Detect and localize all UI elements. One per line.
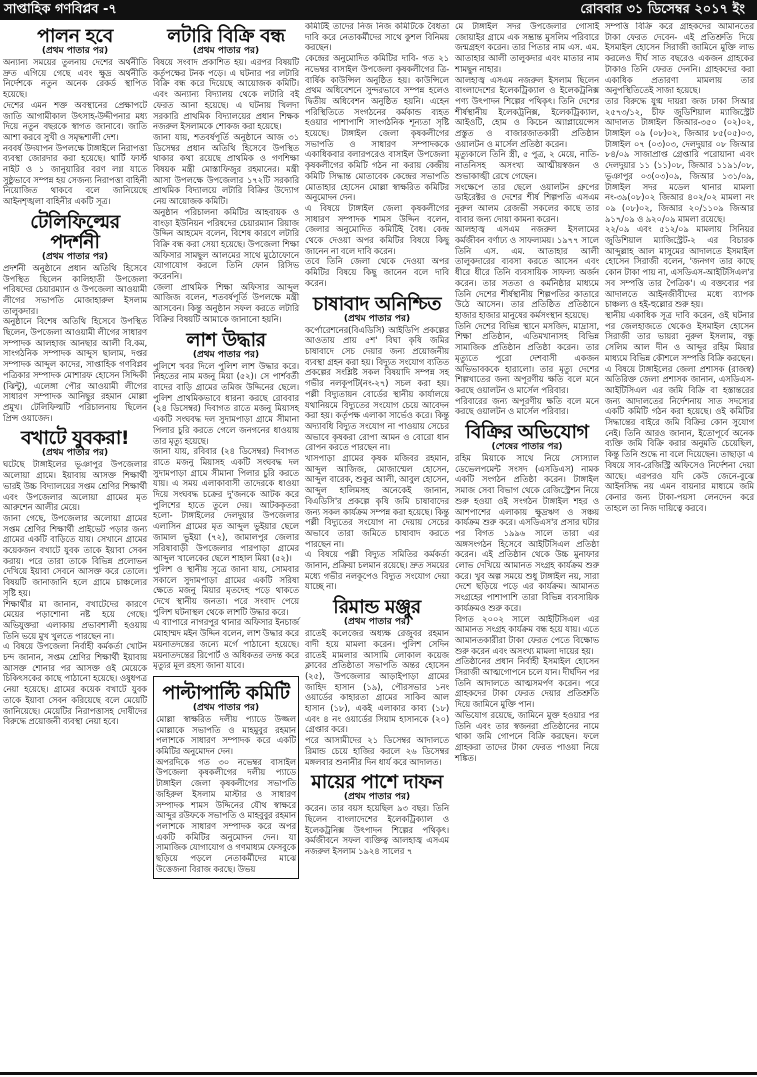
paragraph: করেন। তার বয়স হয়েছিল ৯৩ বছর। তিনি ছিলেন বাংলাদেশের ইলেকট্রিক্যাল ও ইলেকট্রনিক্স উৎপাদন শিল্পের পথিকৃৎ। কর্মজীবনে সফল ব্যক্তিত্ব আলহাজ্ব এসএম নজরুল ইসলাম ১৯২৪ সালের ৭: [305, 804, 449, 858]
column-5: [602, 22, 757, 1070]
paragraph: জানা যায়, শতবর্ষপূর্তি অনুষ্ঠানে আজ ৩১ ডিসেম্বর প্রধান অতিথি হিসেবে উপস্থিত থাকার কথা রয়েছে প্রাথমিক ও গণশিক্ষা বিষয়ক মন্ত্রী মোস্তাফিজুর রহমানের। মন্ত্রী আসা উপলক্ষে উপজেলার ১৭২টি সরকারি প্রাথমিক বিদ্যালয়ে লটারি বিক্রির উদ্যোগ নেয় আয়োজক কমিটি।: [153, 132, 299, 208]
paragraph: অনুষ্ঠানে বিশেষ অতিথি হিসেবে উপস্থিত ছিলেন, উপজেলা আওয়ামী লীগের সাধারণ সম্পাদক আলহাজ আনছার আলী বি.কম, সাংগঠনিক সম্পাদক আব্দুস ছালাম, দপ্তর সম্পাদক আব্দুল কাদের, সাপ্তাহিক গণবিপ্লব পত্রিকার সম্পাদক মোশারফ হোসেন সিদ্দিকী (ঝিন্টু), এলেঙ্গা পৌর আওয়ামী লীগের সাধারণ সম্পাদক আনিছুর রহমান মোল্লা প্রমুখ। টেলিফিল্মটি পরিচালনায় ছিলেন প্রিন্স ওয়াজেদ।: [3, 317, 147, 424]
headline: চাষাবাদ অনিশ্চিত: [313, 292, 441, 315]
paragraph: বিষয়ে সংবাদ প্রকাশিত হয়। এরপর বিষয়টি কর্তৃপক্ষের টনক পড়ে। এ ঘটনার পর লটারি বিক্রি বন্ধ করে দিয়েছে আয়োজক কমিটি। এবং অন্যান্য বিদ্যালয় থেকে লটারি বই ফেরত আনা হয়েছে। এ ঘটনায় খিলদা সরকারি প্রাথমিক বিদ্যালয়ের প্রধান শিক্ষক নজরুল ইসলামকে শোকজ করা হয়েছে।: [153, 58, 299, 133]
paragraph: রাতেই কলেজের অধ্যক্ষ রেজুবর রহমান বাদী হয়ে মামলা করেন। পুলিশ সেদিন রাতেই মামলার আসামি লোকাল কয়েজ ক্লাবের প্রতিষ্ঠাতা সভাপতি অন্তর হোসেন (২৫), উপজেলার আড়াইপাড়া গ্রামের জাহিদ হাসান (১৯), পৌরসভার ১নং ওয়ার্ডের কাহারতা গ্রামের সাকিব আল হাসান (১৮), একই এলাকার কাব্য (১৮) এবং ৪ নং ওয়ার্ডের সিয়াম হাসানকে (২০) গ্রেপ্তার করে।: [305, 629, 449, 736]
paragraph: আলহাজ্ব এসএম নজরুল ইসলাম ছিলেন বাংলাদেশের ইলেকট্রিক্যাল ও ইলেকট্রনিক্স পণ্য উৎপাদন শিল্পের পথিকৃৎ। তিনি দেশের শীর্ষস্থানীয় ইলেকট্রনিক্স, ইলেকট্রিক্যাল, আইওটি, হোম ও কিচেন অ্যাপ্লায়েন্সেস প্রস্তুত ও বাজারজাতকারী প্রতিষ্ঠান ওয়ালটন ও মার্সেল প্রতিষ্ঠা করেন।: [455, 75, 599, 150]
paragraph: সম্পত্তি বিক্রি করে গ্রাহকদের আমানতের টাকা ফেরত দেবেন- এই প্রতিশ্রুতি দিয়ে ইসমাইল হোসেন সিরাজী জামিনে মুক্তি লাভ করলেও দীর্ঘ সাত বছরেও একজন গ্রাহকের টাকাও তিনি ফেরত দেননি। গ্রাহকদের করা একাধিক প্রতারণা মামলায় তার অনুপস্থিতিতেই সাজা হয়েছে।: [605, 22, 754, 97]
paragraph: তিনি দেশের বিভিন্ন স্থানে মসজিদ, মাদ্রাসা, শিক্ষা প্রতিষ্ঠান, এতিমখানাসহ বিভিন্ন সামাজিক প্রতিষ্ঠান প্রতিষ্ঠা করেন। তার মৃত্যুতে পুরো দেশবাসী একজন অভিভাবককে হারালো। তার মৃত্যু দেশের শিল্পখাতের জন্য অপূরণীয় ক্ষতি বলে মনে করছে ওয়ালটন ও মার্সেল পরিবার।: [455, 321, 599, 396]
article-bikri: [455, 422, 599, 764]
continued-label: (প্রথম পাতার পর): [343, 617, 411, 628]
headline: মায়ের পাশে দাফন: [311, 771, 443, 794]
paragraph: অনুষ্ঠান পরিচালনা কমিটির আহবায়ক ও বাংড়া ইউনিয়ন পরিষদের চেয়ারম্যান রিয়াজ উদ্দিন আহমেদ বলেন, বিশেষ কারণে লটারি বিক্রি বন্ধ করা সেয়া হয়েছে। উপজেলা শিক্ষা অফিসার সামছুল আলমের সাথে মুঠোফোনে যোগাযোগ করলে তিনি ফোন রিসিভ করেননি।: [153, 207, 299, 283]
paragraph: রহিম মিয়াকে সাথে নিয়ে সোস্যাল ডেভেলপমেন্ট সংসদ (এসডিএস) নামক একটি সংগঠন প্রতিষ্ঠা করেন। টাঙ্গাইল সমাজ সেবা বিভাগ থেকে রেজিস্ট্রেশন নিয়ে শুরু হওয়া ওই সংগঠন টাঙ্গাইল শহর ও আশপাশের এলাকায় ক্ষুদ্রঋণ ও সঞ্চয় কার্যক্রম শুরু করে। এসডিএস'র প্রসার ঘটার পর বিগত ১৯৯৬ সালে তারা এর অঙ্গসংগঠন হিসেবে আইটিসিএল প্রতিষ্ঠা করেন। এই প্রতিষ্ঠান থেকে উচ্চ মুনাফার লোভ দেখিয়ে আমানত সংগ্রহ কার্যক্রম শুরু করে। খুব অল্প সময়ে শুধু টাঙ্গাইল নয়, সারা দেশে ছড়িয়ে পড়ে এর কার্যক্রম। আমানত সংগ্রহের পাশাপাশি তারা বিভিন্ন ব্যবসায়িক কার্যক্রমও শুরু করে।: [455, 454, 599, 614]
headline: লাশ উদ্ধার: [186, 328, 266, 351]
paragraph: আলহাজ্ব এসএম নজরুল ইসলামের কর্মজীবন বর্ণাঢ্য ও সাফল্যময়। ১৯৭৭ সালে তিনি এস. এম. আতাহার আলী তালুকদারের ব্যবসা করতে আসেন এবং ধীরে ধীরে তিনি ব্যবসায়িক সাফল্য অর্জন করেন। তার সততা ও কর্মনিষ্ঠার মাধ্যমে তিনি দেশের শীর্ষস্থানীয় শিল্পপতির কাতারে উঠে আসেন। তার প্রতিষ্ঠিত প্রতিষ্ঠানে হাজার হাজার মানুষের কর্মসংস্থান হয়েছে।: [455, 225, 599, 321]
continued-label: (প্রথম পাতার পর): [41, 46, 109, 56]
headline: পাল্টাপাল্টি কমিটি: [162, 681, 290, 704]
column-4: [452, 22, 602, 1070]
headline: লটারি বিক্রি বন্ধ: [167, 25, 285, 47]
paragraph: নববর্ষ উদযাপন উপলক্ষে টাঙ্গাইলে নিরাপত্তা ব্যবস্থা জোরদার করা হয়েছে। থার্টি ফার্স্ট নাইট ও ১ জানুয়ারির বরণ লগ্ন যাতে সুষ্ঠুভাবে সম্পন্ন হয় সেজন্য নিরাপত্তা বাহিনী নিয়োজিত থাকবে বলে জানিয়েছে আইনশৃঙ্খলা বাহিনীর একটি সূত্র।: [3, 143, 147, 208]
continued-label: (শেষের পাতার পর): [491, 442, 563, 453]
headline: বখাটে যুবকরা!: [20, 427, 130, 450]
article-palon: [3, 26, 147, 208]
paragraph: অন্যান্য সময়ের তুলনায় দেশের অর্থনীতি দ্রুত এগিয়ে গেছে এবং ক্ষুদ্র অর্থনীতি নির্দেশকে নতুন অনেক রেকর্ড স্থাপিত হয়েছে।: [3, 58, 147, 101]
continued-label: (প্রথম পাতার পর): [192, 46, 260, 56]
paragraph: এ বিষয়ে উপজেলা নির্বাহী কর্মকর্তা খোটন চন্দ জানান, সপ্তম শ্রেণির শিক্ষার্থী ইয়াবায় আসক্ত শোনার পর আসক্ত ওই মেয়েকে চিকিৎসকের কাছে পাঠানো হয়েছে। ওষুধপত্র নেয়া হয়েছে। গ্রামের কয়েক বখাটে যুবক তাকে ইয়াবা সেবন করিয়েছে বলে মেয়েটি জানিয়েছে। মেয়েটির নিরাপত্তাসহ দোষীদের বিরুদ্ধে প্রয়োজনী ব্যবস্থা নেয়া হবে।: [3, 642, 147, 728]
paragraph: অপরদিকে গত ৩০ নভেম্বর বাসাইল উপজেলা কৃষকলীগের দলীয় প্যাডে টাঙ্গাইল জেলা কৃষকলীগের সভাপতি জহিরুল ইসলাম মাস্টার ও সাধারণ সম্পাদক শামস উদ্দিনের যৌথ স্বাক্ষরে আব্দুর রউফকে সভাপতি ও মাহবুবুর রহমান পলাশকে সাধারণ সম্পাদক করে অপর একটি কমিটির অনুমোদন দেন। যা সামাজিক যোগাযোগ ও গণমাধ্যম ফেসবুকে ছড়িয়ে পড়লে নেতাকর্মীদের মাঝে উত্তেজনা বিরাজ করছে। উভয়: [156, 757, 296, 875]
paragraph: মে টাঙ্গাইল সদর উপজেলার গোসাই জোয়াইর গ্রামে এক সম্ভ্রান্ত মুসলিম পরিবারে জন্মগ্রহণ করেন। তার পিতার নাম এস. এম. আতাহার আলী তালুকদার এবং মাতার নাম শামছুন নাহার।: [455, 22, 599, 75]
issue-date: রোববার ৩১ ডিসেম্বর ২০১৭ ইং: [580, 1, 745, 17]
paragraph: প্রতিষ্ঠানের প্রধান নির্বাহী ইসমাইল হোসেন সিরাজী আত্মগোপনে চলে যান। দীর্ঘদিন পর তিনি আদালতে আত্মসমর্পণ করেন। পরে গ্রাহকদের টাকা ফেরত দেয়ার প্রতিশ্রুতি দিয়ে জামিনে মুক্তি পান।: [455, 657, 599, 711]
column-2: [150, 22, 302, 1070]
continued-label: (প্রথম পাতার পর): [343, 313, 411, 324]
article-bokhate: [3, 428, 147, 728]
article-chash: [305, 294, 449, 594]
paragraph: এ বিষয়ে টাঙ্গাইল জেলা কৃষকলীগের সাধারণ সম্পাদক শামস উদ্দিন বলেন, জেলার অনুমোদিত কমিটিই বৈধ। কেন্দ্র থেকে দেওয়া অপর কমিটির বিষয়ে কিছু জানেন না বলে দাবি করেন।: [305, 203, 449, 257]
headline: বিক্রির অভিযোগ: [465, 421, 589, 444]
paragraph: তবে তিনি জেলা থেকে দেওয়া অপর কমিটির বিষয়ে কিছু জানেন বলে দাবি করেন।: [305, 257, 449, 289]
continued-label: (প্রথম পাতার পর): [41, 448, 109, 459]
continued-label: (প্রথম পাতার পর): [192, 349, 260, 360]
article-lottery: [153, 26, 299, 326]
article-bikri-continued: [605, 22, 754, 514]
continued-label: (প্রথম পাতার পর): [192, 702, 260, 713]
paragraph: জেলা প্রাথমিক শিক্ষা অফিসার আব্দুল আজিজ বলেন, শতবর্ষপূর্তি উপলক্ষে মন্ত্রী আসবেন। কিন্তু অনুষ্ঠান সফল করতে লটারি বিক্রির বিষয়টি আমাকে জানানো হয়নি।: [153, 282, 299, 325]
paragraph: অভিযোগ রয়েছে, জামিনে মুক্ত হওয়ার পর তিনি এবং তার স্বজনরা প্রতিষ্ঠানের নামে থাকা জমি গোপনে বিক্রি করছেন। ফলে গ্রাহকরা তাদের টাকা ফেরত পাওয়া নিয়ে শঙ্কিত।: [455, 710, 599, 764]
paragraph: তার বিরুদ্ধে যুগ্ম দায়রা জজ ঢাকা সিআর ২৫৭৩/১২, চীফ জুডিশিয়াল ম্যাজিস্ট্রেট আদালত টাঙ্গাইল জিআর-৩৫০ (০২)০২, টাঙ্গাইল ০৯ (০৮)০২, জিআর ৮৫(০৫)০৩, টাঙ্গাইল ০৭ (০৩)০৩, দেলদুয়ার ০৮ জিআর ৮৪/০৯ সাজাপ্রাপ্ত গ্রেপ্তারি পরোয়ানা এবং দেলদুয়ার ১১ (১১)০৮, জিআর ১১৯১/০৮, ভূঞাপুর ০৩(০৩)০৯, জিআর ১৩১/০৯, টাঙ্গাইল সদর মডেল থানার মামলা নং-৩৯(০৮)০২ জিআর ৪০২/০২ মামলা নং ০৯ (০৮)০২, জিআর ২০/১১০৯ জিআর ৯১৭/০৯ ও ৯২০/০৯ মামলা রয়েছে।: [605, 96, 754, 225]
headline: রিমান্ড মঞ্জুর: [333, 596, 421, 619]
newspaper-name: সাপ্তাহিক গণবিপ্লব -৭: [4, 1, 117, 17]
paragraph: পুলিশে খবর দিলে পুলিশ লাশ উদ্ধার করে। নিহতের নাম মজনু মিয়া (৫২)। সে পার্শবর্তী বাদের বাড়ি গ্রামের তমিজ উদ্দিনের ছেলে। পুলিশ প্রাথমিকভাবে ধারনা করছে রোববার (২৪ ডিসেম্বর) দিবাগত রাতে মজনু মিয়াসহ একটি সংঘবদ্ধ দল সুদামপাড়া গ্রামে সীমানা পিলার চুরি করতে গেলে জনগনের ধাওয়ায় তার মৃত্যু হয়েছে।: [153, 361, 299, 447]
paragraph: কর্পোরেশনের(বিএডিসি) আইডিপি প্রকল্পের আওতায় প্রায় ৫শ' বিঘা কৃষি জমির চাষাবাদে সেচ দেয়ার জন্য প্রয়োজনীয় ব্যবস্থা গ্রহন করা হয়। বিদ্যুত সংযোগ ব্যতিত প্রকল্পের সংশ্লিষ্ট সকল বিষয়াদি সম্পন্ন সহ গভীর নলকূপটি(নং-২৭) সচল করা হয়। পল্লী বিদ্যুতায়ন বোর্ডের স্থানীয় কার্যালয়ে যথানিয়মে বিদ্যুতের সংযোগ চেয়ে আবেদন করা হয়। কর্তৃপক্ষ এলাকা সার্ভেও করে। কিন্তু অদ্যাবধি বিদ্যুত সংযোগ না পাওয়ায় সেচের অভাবে কৃষকরা রোপা আমন ও বোরো ধান রোপন করতে পারছেন না।: [305, 325, 449, 454]
paragraph: পরে আসামীদের ২১ ডিসেম্বর আদালতে রিমান্ড চেয়ে হাজির করলে ২৬ ডিসেম্বর মঙ্গলবার শুনানীর দিন ধার্য করে আদালত।: [305, 736, 449, 768]
paragraph: মৃত্যুকালে তিনি স্ত্রী, ৫ পুত্র, ২ মেয়ে, নাতি-নাতনিসহ অসংখ্য আত্মীয়স্বজন ও শুভাকাঙ্খী রেখে গেছেন।: [455, 150, 599, 182]
page-header: [0, 0, 757, 20]
column-1: [0, 22, 150, 1070]
article-lash: [153, 330, 299, 672]
paragraph: ২২/০৯ এবং ৫১২/০৯ মামলায় সিনিয়র জুডিশিয়াল ম্যাজিস্ট্রেট-২ এর বিচারক আব্দুল্লাহ আল মাসুমের আদালতে ইসমাইল হোসেন সিরাজী বলেন, 'জনগণ তার কাছে কোন টাকা পায় না, এসডিএস-আইটিসিএল'র সব সম্পত্তি তার পৈত্রিক'। এ বক্তব্যের পর আদালতে আইনজীবীদের মধ্যে ব্যাপক চাঞ্চল্য ও হই-হুল্লোর শুরু হয়।: [605, 225, 754, 311]
paragraph: মোল্লা স্বাক্ষরিত দলীয় প্যাডে উজ্জল মোল্লাকে সভাপতি ও মাহমুবুর রহমান পলাশকে সাধারণ সম্পাদক করে একটি কমিটির অনুমোদন দেন।: [156, 714, 296, 758]
paragraph: ঘটেছে টাঙ্গাইলের ভূঞাপুর উপজেলার অলোয়া গ্রামে। ইয়াবায় আসক্ত শিক্ষার্থী ভারই উচ্চ বিদ্যালয়ের সপ্তম শ্রেণির শিক্ষার্থী এবং উপজেলার অলোয়া গ্রামের মৃত আরুশেন আলীর মেয়ে।: [3, 460, 147, 514]
paragraph: প্রদর্শনী অনুষ্ঠানে প্রধান অতিথি হিসেবে উপস্থিত ছিলেন কালিহাতী উপজেলা পরিষদের চেয়ারম্যান ও উপজেলা আওয়ামী লীগের সভাপতি মোজাহারুল ইসলাম তালুকদার।: [3, 263, 147, 317]
paragraph: এ ব্যাপারে নাগরপুর থানার অফিসার ইনচার্জ মোহাম্মদ মইন উদ্দিন বলেন, লাশ উদ্ধার করে ময়নাতদন্তের জন্যে মর্গে পাঠানো হয়েছে। ময়নাতদন্তের রিপোর্ট ও অধিকতর তদন্ত করে মৃত্যুর মূল রহস্য জানা যাবে।: [153, 618, 299, 672]
paragraph: জানা যায়, রবিবার (২৪ ডিসেম্বর) দিবাগত রাতে মজনু মিয়াসহ একটি সংঘবদ্ধ দল সুদামপাড়া গ্রামে সীমানা পিলার চুরি করতে যায়। এ সময় এলাকাবাসী তাদেরকে ধাওয়া দিয়ে সংঘবদ্ধ চক্রের দু'জনকে আটক করে পুলিশের হাতে তুলে দেয়। আটককৃতরা হলো- টাঙ্গাইলের দেলদুয়ার উপজেলার এলাসিন গ্রামের মৃত আব্দুল ভুইয়ার ছেলে জামাল ভুইয়া (৭২), জামালপুর জেলার সরিষাবাড়ী উপজেলার পারপাড়া গ্রামের আব্দুল খালেকের ছেলে শাহাল মিয়া (৫২)।: [153, 447, 299, 565]
paragraph: পরিবারের জন্য অপূরণীয় ক্ষতি বলে মনে করছে ওয়ালটন ও মার্সেল পরিবার।: [455, 396, 599, 418]
article-telefilm: [3, 212, 147, 425]
article-palta: [153, 676, 299, 879]
continued-label: (প্রথম পাতার পর): [41, 251, 109, 262]
paragraph: দেশের এমন শক্ত অবস্থানের প্রেক্ষাপটে জাতি আগামীকাল উৎসাহ-উদ্দীপনার মধ্য দিয়ে নতুন বছরকে স্বাগত জানাবে। জাতি আশা করবে সুখী ও সমৃদ্ধশালী দেশ।: [3, 100, 147, 143]
paragraph: কমিটিই তাদের নিজ নিজ কমিটিকে বৈধতা দাবি করে নেতাকর্মীদের সাথে কুশল বিনিময় করছেন।: [305, 22, 449, 54]
paragraph: স্থানীয় একাধিক সূত্র দাবি করেন, ওই ঘটনার পর জেলহাজতে থেকেও ইসমাইল হোসেন সিরাজী তার ভায়রা নুরুল ইসলাম, বন্ধু সেলিম আল দীন ও আব্দুর রহিম মিয়ার মাধ্যমে বিভিন্ন কৌশলে সম্পত্তি বিক্রি করছেন।: [605, 310, 754, 364]
paragraph: শিক্ষার্থীর মা জানান, বখাটেদের কারণে মেয়ের পড়াশোনা নষ্ট হয়ে গেছে। অভিযুক্তরা এলাকায় প্রভাবশালী হওয়ায় তিনি ভয়ে মুখ খুলতে পারছেন না।: [3, 599, 147, 642]
paragraph: বিগত ২০০২ সালে আইটিসিএল এর আমানত সংগ্রহ কার্যক্রম বন্ধ হয়ে যায়। এতে আমানতকারীরা টাকা ফেরত পেতে বিক্ষোভ শুরু করেন এবং অসংখ্য মামলা দায়ের হয়।: [455, 614, 599, 657]
article-mayer-continued: [455, 22, 599, 418]
paragraph: সংক্ষেপে তার ছেলে ওয়ালটন গ্রুপের ডাইরেক্টর ও দেশের শীর্ষ শিল্পপতি এসএম নুরুল আলম রেজভী সকলের কাছে তার বাবার জন্য দোয়া কামনা করেন।: [455, 182, 599, 225]
paragraph: এ বিষয়ে টাঙ্গাইলের জেলা প্রশাসক (রাজস্ব) অতিরিক্ত জেলা প্রশাসক জানান, এসডিএস-আইটিসিএল এর জমি বিক্রি বা হস্তান্তরের জন্য আদালতের নির্দেশনায় সাত সদস্যের একটি কমিটি গঠন করা হয়েছে। ওই কমিটির সিদ্ধান্তের বাইরে জমি বিক্রির কোন সুযোগ নেই। তিনি আরও জানান, ইতোপূর্বে অনেক ব্যক্তি জমি বিক্রি করার অনুমতি চেয়েছিল, কিন্তু তিনি শুদ্ধে না বলে দিয়েছেন। তাছাড়া এ বিষয়ে সাব-রেজিস্ট্রি অফিসেও নির্দেশনা দেয়া আছে। এরপরও যদি কেউ জেনে-বুঝে আইনসিদ্ধ নয় এমন বায়নার মাধ্যমে জমি কেনার জন্য টাকা-পয়সা লেনদেন করে তাহলে তা নিজ দায়িত্বে করবে।: [605, 364, 754, 514]
continued-label: (প্রথম পাতার পর): [343, 792, 411, 803]
headline: টেলিফিল্মের পদর্শনী: [30, 210, 120, 253]
paragraph: খাসপাড়া গ্রামের কৃষক মজিবর রহমান, আব্দুল আজিজ, মোজাম্মেল হোসেন, আব্দুল বারেক, শুকুর আলী, আবুল হোসেন, আব্দুল হালিমসহ অনেকেই জানান, বিএডিসি'র প্রকল্পে কৃষি জমি চাষাবাদের জন্য সকল কার্যক্রম সম্পন্ন করা হয়েছে। কিন্তু পল্লী বিদ্যুতের সংযোগ না দেয়ায় সেচের অভাবে তারা জমিতে চাষাবাদ করতে পারছেন না।: [305, 454, 449, 550]
bottom-rule: [0, 1072, 757, 1075]
column-3: [302, 22, 452, 1070]
paragraph: কেন্দ্রের অনুমোদিত কমিটির দাবি- গত ২১ নভেম্বর বাসাইল উপজেলা কৃষকলীগের ত্রি-বার্ষিক কাউন্সিল অনুষ্ঠিত হয়। কাউন্সিলে প্রথম অধিবেশনে সুন্দরভাবে সম্পন্ন হলেও দ্বিতীয় অধিবেশন অনুষ্ঠিত হয়নি। এহেন পরিস্থিতিতে সংগঠনের কর্মকান্ড ব্যহত হওয়ার পাশাপাশি সাংগঠনিক শূন্যতা সৃষ্টি হয়েছে। টাঙ্গাইল জেলা কৃষকলীগের সভাপতি ও সাধারণ সম্পাদককে একাধিকবার বলারপরেও বাসাইল উপজেলা কৃষকলীগের কমিটি গঠন না করায় কেন্দ্রীয় কমিটি সিদ্ধান্ত মোতাবেক কেন্দ্রের সভাপতি মোতাহার হোসেন মোল্লা স্বাক্ষরিত কমিটির অনুমোদন দেন।: [305, 54, 449, 204]
article-committee-continued: [305, 22, 449, 290]
paragraph: পুলিশ ও স্থানীয় সূত্রে জানা যায়, সোমবার সকালে সুদামপাড়া গ্রামের একটি সরিষা ক্ষেতে মজনু মিয়ার মৃতদেহ পড়ে থাকতে দেখে স্থানীয় জনতা। পরে সংবাদ পেয়ে পুলিশ ঘটনাস্থল থেকে লাশটি উদ্ধার করে।: [153, 564, 299, 618]
article-mayer: [305, 772, 449, 858]
headline: পালন হবে: [37, 25, 113, 47]
article-remand: [305, 597, 449, 768]
paragraph: এ বিষয়ে পল্লী বিদ্যুত সমিতির কর্মকর্তা জানান, প্রক্রিয়া চলমান রয়েছে। দ্রুত সময়ের মধ্যে গভীর নলকূপেও বিদ্যুত সংযোগ দেয়া যাচ্ছে না।: [305, 550, 449, 593]
paragraph: জানা গেছে, উপজেলার অলোয়া গ্রামের সপ্তম শ্রেণির শিক্ষার্থী প্রাইভেট পড়ার জন্য গ্রামের একটি বাড়িতে যায়। সেখানে গ্রামের কয়েকজন বখাটে যুবক তাকে ইয়াবা সেবন করায়। পরে তারা তাকে বিভিন্ন প্রলোভন দেখিয়ে ইয়াবা সেবনে আসক্ত করে তোলে। বিষয়টি জানাজানি হলে গ্রামে চাঞ্চল্যের সৃষ্টি হয়।: [3, 513, 147, 599]
